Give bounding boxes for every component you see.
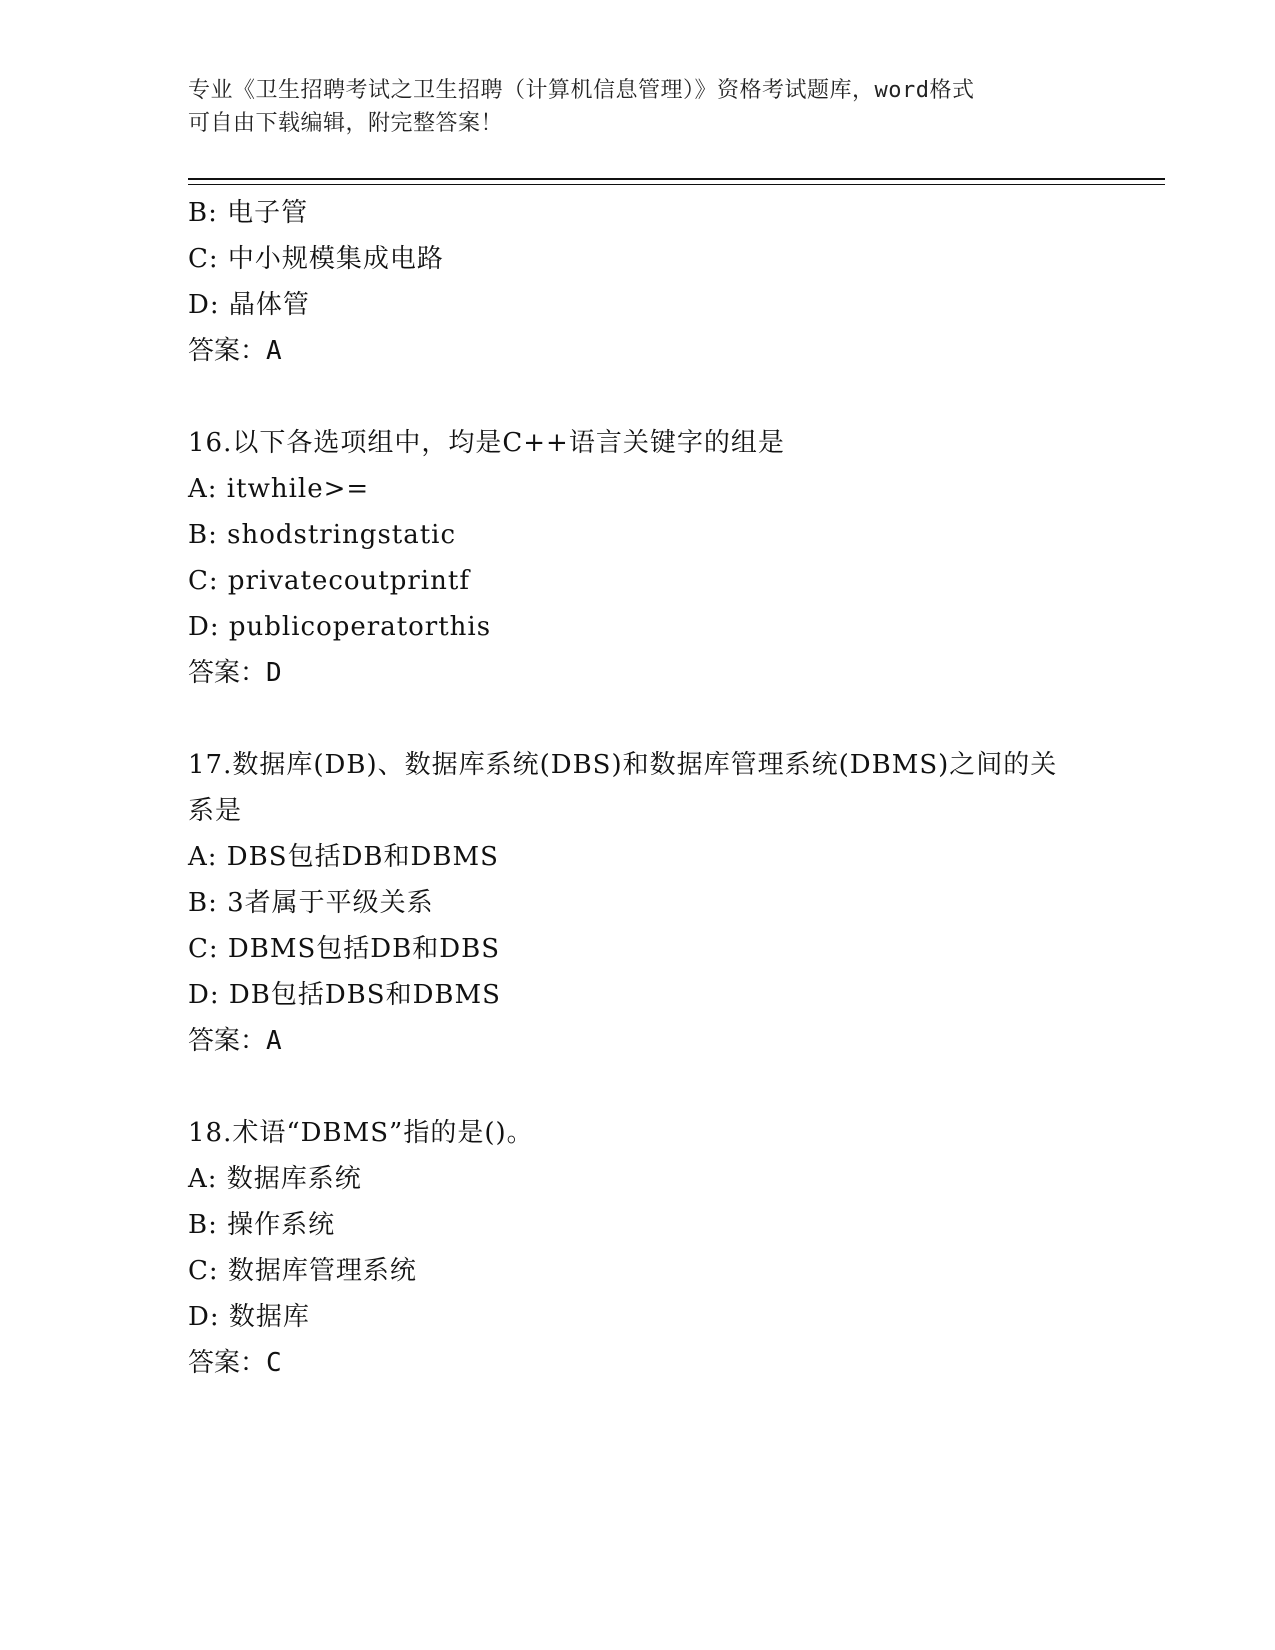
option-c: C: DBMS包括DB和DBS (188, 934, 501, 964)
option-a: A: itwhile>= (188, 474, 370, 504)
option-d: D: DB包括DBS和DBMS (188, 980, 501, 1010)
header-line-1: 专业《卫生招聘考试之卫生招聘（计算机信息管理）》资格考试题库，word格式 (188, 78, 975, 103)
option-d: D: 晶体管 (188, 290, 310, 320)
carryover-question (188, 190, 1088, 374)
option-b: B: shodstringstatic (188, 520, 457, 550)
answer-line: 答案：D (188, 658, 282, 688)
option-c: C: privatecoutprintf (188, 566, 470, 596)
question-16 (188, 420, 1088, 696)
answer-line: 答案：A (188, 336, 282, 366)
option-d: D: 数据库 (188, 1302, 310, 1332)
question-text-continued: 系是 (188, 796, 243, 826)
spacer (188, 696, 1088, 742)
spacer (188, 374, 1088, 420)
option-a: A: DBS包括DB和DBMS (188, 842, 499, 872)
option-c: C: 数据库管理系统 (188, 1256, 417, 1286)
header-divider-thin (188, 184, 1165, 185)
question-text: 18.术语“DBMS”指的是()。 (188, 1118, 534, 1148)
header-line-2: 可自由下载编辑，附完整答案！ (188, 111, 504, 136)
option-b: B: 电子管 (188, 198, 309, 228)
header-divider-thick (188, 178, 1165, 180)
question-text: 16.以下各选项组中，均是C++语言关键字的组是 (188, 428, 785, 458)
question-17 (188, 742, 1088, 1064)
answer-line: 答案：A (188, 1026, 282, 1056)
document-header (188, 74, 1068, 140)
option-a: A: 数据库系统 (188, 1164, 362, 1194)
option-d: D: publicoperatorthis (188, 612, 492, 642)
question-18 (188, 1110, 1088, 1386)
question-text: 17.数据库(DB)、数据库系统(DBS)和数据库管理系统(DBMS)之间的关 (188, 750, 1058, 780)
option-c: C: 中小规模集成电路 (188, 244, 444, 274)
option-b: B: 3者属于平级关系 (188, 888, 434, 918)
question-content (188, 190, 1088, 1386)
spacer (188, 1064, 1088, 1110)
option-b: B: 操作系统 (188, 1210, 336, 1240)
answer-line: 答案：C (188, 1348, 282, 1378)
